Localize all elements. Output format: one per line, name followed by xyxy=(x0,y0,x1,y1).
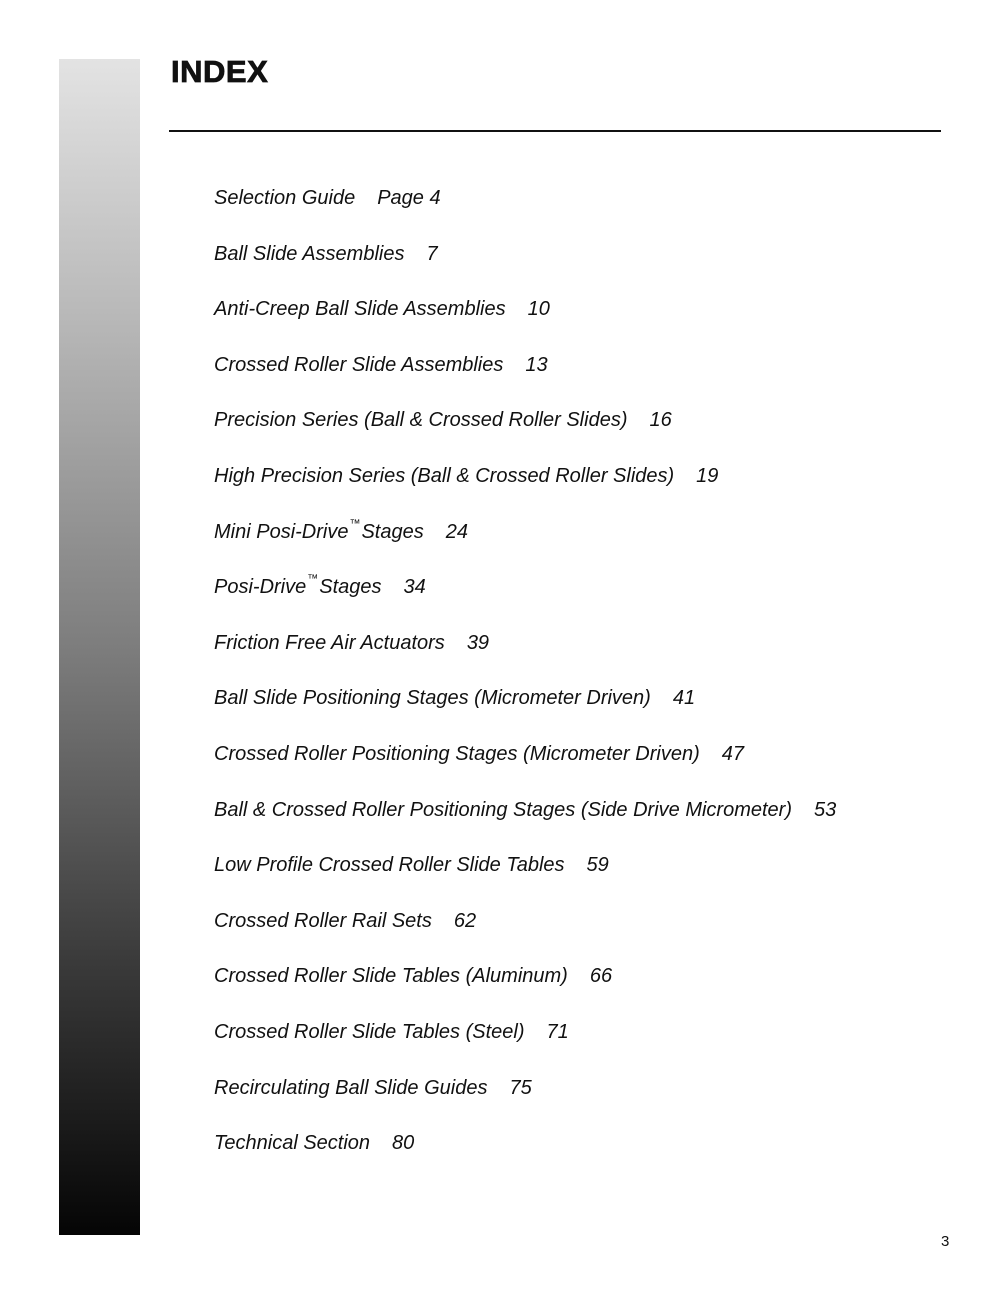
index-entry xyxy=(214,240,836,296)
entry-page: 80 xyxy=(392,1132,415,1155)
entry-title: Low Profile Crossed Roller Slide Tables xyxy=(214,854,565,877)
entry-page: 7 xyxy=(426,242,438,265)
entry-page: 75 xyxy=(509,1076,532,1099)
entry-page: 62 xyxy=(453,909,477,932)
entry-page: 66 xyxy=(589,965,613,988)
entry-title: Crossed Roller Slide Tables (Steel) xyxy=(214,1020,525,1043)
index-entry xyxy=(214,1018,836,1074)
entry-title: Ball Slide Assemblies xyxy=(214,242,405,265)
page-number: 3 xyxy=(941,1233,950,1250)
entry-title: Selection Guide xyxy=(214,187,356,209)
entry-page: 59 xyxy=(586,854,609,877)
title-divider xyxy=(169,130,941,132)
entry-title: Friction Free Air Actuators xyxy=(214,631,445,654)
index-list xyxy=(214,184,836,1185)
entry-page: 34 xyxy=(403,576,426,599)
entry-page: 53 xyxy=(814,798,837,821)
index-entry xyxy=(214,1129,836,1185)
entry-title: Ball & Crossed Roller Positioning Stages (Side Drive Micrometer) xyxy=(214,798,792,821)
entry-page: 39 xyxy=(466,631,490,654)
entry-page: 16 xyxy=(649,409,672,432)
entry-page: 13 xyxy=(525,353,548,376)
entry-page: 41 xyxy=(672,687,696,710)
index-entry xyxy=(214,184,836,240)
entry-title-suffix: Stages xyxy=(361,520,424,543)
index-entry xyxy=(214,629,836,685)
index-entry xyxy=(214,295,836,351)
index-entry xyxy=(214,406,836,462)
index-entry xyxy=(214,1074,836,1130)
side-gradient-bar xyxy=(59,59,140,1235)
trademark-symbol: ™ xyxy=(349,517,361,530)
entry-page: 47 xyxy=(721,742,744,765)
index-entry xyxy=(214,796,836,852)
page-title: INDEX xyxy=(171,54,269,89)
entry-title: Posi-Drive xyxy=(214,576,307,599)
entry-title-suffix: Stages xyxy=(319,576,382,599)
entry-title: Crossed Roller Slide Tables (Aluminum) xyxy=(214,965,568,988)
entry-page: 19 xyxy=(696,464,719,487)
entry-title: High Precision Series (Ball & Crossed Roller Slides) xyxy=(214,464,675,487)
index-entry xyxy=(214,351,836,407)
index-entry xyxy=(214,740,836,796)
entry-title: Crossed Roller Rail Sets xyxy=(214,909,432,932)
entry-page: 24 xyxy=(445,520,468,543)
entry-title: Mini Posi-Drive xyxy=(214,520,349,543)
entry-title: Recirculating Ball Slide Guides xyxy=(214,1076,488,1099)
index-entry xyxy=(214,684,836,740)
entry-title: Crossed Roller Positioning Stages (Micrometer Driven) xyxy=(214,742,700,765)
entry-title: Ball Slide Positioning Stages (Micrometer Driven) xyxy=(214,687,651,710)
index-entry xyxy=(214,462,836,518)
index-entry xyxy=(214,573,836,629)
entry-title: Technical Section xyxy=(214,1132,371,1155)
index-entry xyxy=(214,851,836,907)
entry-title: Crossed Roller Slide Assemblies xyxy=(214,353,504,376)
entry-title: Precision Series (Ball & Crossed Roller Slides) xyxy=(214,409,628,432)
trademark-symbol: ™ xyxy=(307,573,319,586)
index-entry xyxy=(214,518,836,574)
entry-title: Anti-Creep Ball Slide Assemblies xyxy=(214,298,506,321)
entry-page: 71 xyxy=(546,1020,569,1043)
index-entry xyxy=(214,962,836,1018)
entry-page: Page 4 xyxy=(377,187,441,209)
index-entry xyxy=(214,907,836,963)
entry-page: 10 xyxy=(527,298,550,321)
